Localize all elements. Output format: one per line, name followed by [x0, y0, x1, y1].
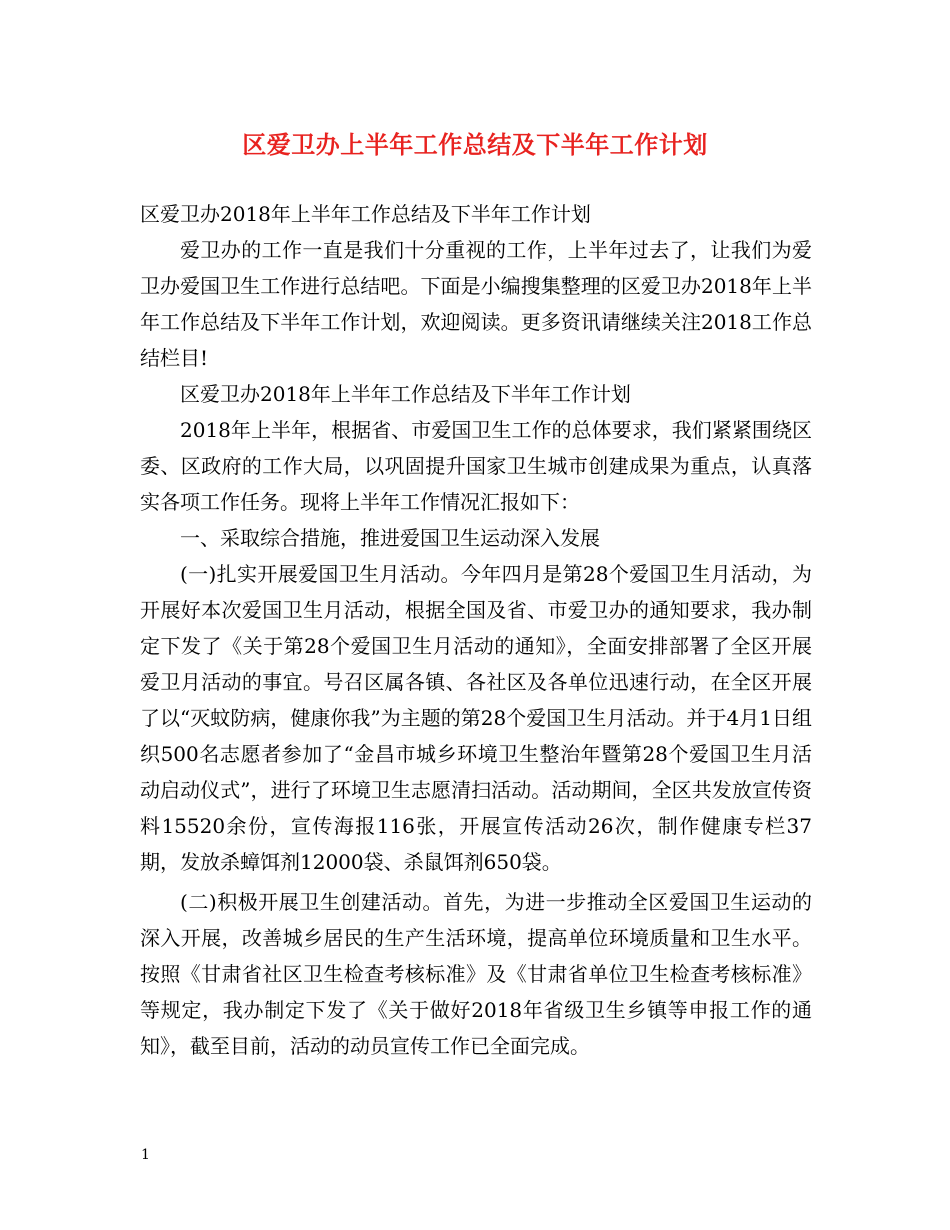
paragraph-section-1-2: (二)积极开展卫生创建活动。首先，为进一步推动全区爱国卫生运动的深入开展，改善城乡居民的生产生活环境，提高单位环境质量和卫生水平。按照《甘肃省社区卫生检查考核标准》及《甘肃省单位卫生检查考核标准》等规定，我办制定下发了《关于做好2018年省级卫生乡镇等申报工作的通知》，截至目前，活动的动员宣传工作已全面完成。 [140, 890, 812, 1058]
paragraph-section-1-1: (一)扎实开展爱国卫生月活动。今年四月是第28个爱国卫生月活动，为开展好本次爱国卫生月活动，根据全国及省、市爱卫办的通知要求，我办制定下发了《关于第28个爱国卫生月活动的通知》，全面安排部署了全区开展爱卫月活动的事宜。号召区属各镇、各社区及各单位迅速行动，在全区开展了以“灭蚊防病，健康你我”为主题的第28个爱国卫生月活动。并于4月1日组织500名志愿者参加了“金昌市城乡环境卫生整治年暨第28个爱国卫生月活动启动仪式”，进行了环境卫生志愿清扫活动。活动期间，全区共发放宣传资料15520余份，宣传海报116张，开展宣传活动26次，制作健康专栏37期，发放杀蟑饵剂12000袋、杀鼠饵剂650袋。 [140, 562, 812, 874]
paragraph-overview: 2018年上半年，根据省、市爱国卫生工作的总体要求，我们紧紧围绕区委、区政府的工作大局，以巩固提升国家卫生城市创建成果为重点，认真落实各项工作任务。现将上半年工作情况汇报如下： [140, 418, 812, 514]
paragraph-intro: 爱卫办的工作一直是我们十分重视的工作，上半年过去了，让我们为爱卫办爱国卫生工作进行总结吧。下面是小编搜集整理的区爱卫办2018年上半年工作总结及下半年工作计划，欢迎阅读。更多资讯请继续关注2018工作总结栏目! [140, 238, 812, 370]
document-title: 区爱卫办上半年工作总结及下半年工作计划 [242, 130, 708, 159]
page-number: 1 [141, 1147, 150, 1163]
paragraph-heading: 区爱卫办2018年上半年工作总结及下半年工作计划 [180, 382, 631, 406]
paragraph-subtitle: 区爱卫办2018年上半年工作总结及下半年工作计划 [140, 202, 591, 226]
section-heading-1: 一、采取综合措施，推进爱国卫生运动深入发展 [180, 526, 600, 550]
document-body [140, 196, 812, 1064]
